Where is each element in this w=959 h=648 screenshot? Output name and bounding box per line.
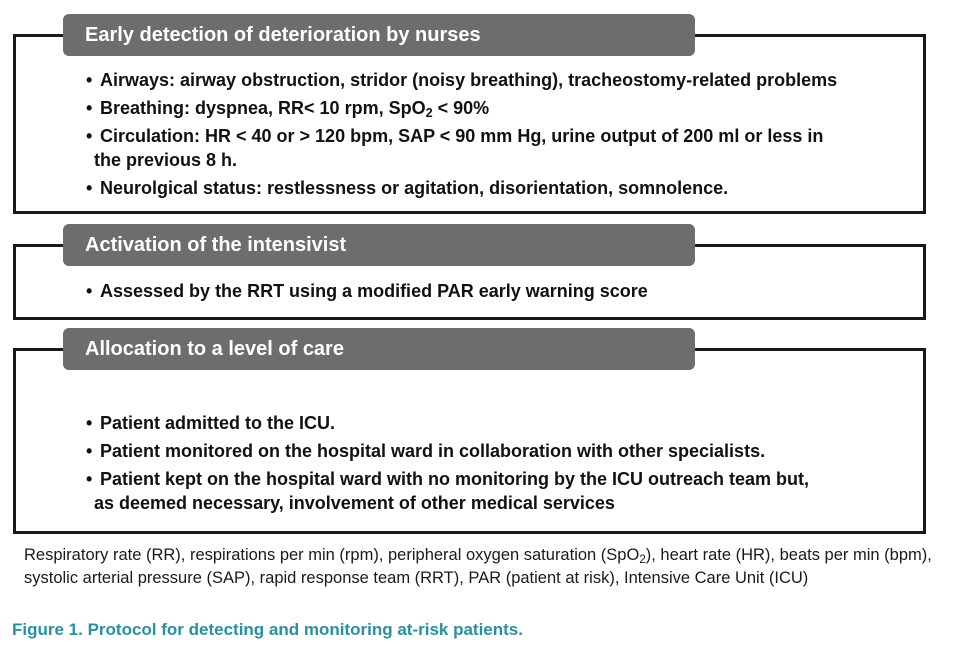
detection-list [86,68,906,204]
section-title: Early detection of deterioration by nurses [85,24,481,46]
list-item: • Neurolgical status: restlessness or agitation, disorientation, somnolence. [86,178,729,198]
section-title: Activation of the intensivist [85,234,347,256]
bullet: • [86,70,93,90]
list-item: • Breathing: dyspnea, RR< 10 rpm, SpO$_2$ < 90% [86,98,490,120]
list-item: • Assessed by the RRT using a modified PAR early warning score [86,281,648,301]
activation-list [86,279,906,307]
list-item: • Airways: airway obstruction, stridor (noisy breathing), tracheostomy-related problems [86,70,838,90]
bullet: • [86,98,93,118]
figure-title: Figure 1. Protocol for detecting and monitoring at-risk patients. [12,620,523,639]
bullet: • [86,281,93,301]
list-item: • Patient admitted to the ICU. [86,413,336,433]
allocation-list [86,411,906,519]
list-item: • Patient kept on the hospital ward with no monitoring by the ICU outreach team but, as deemed necessary, involvement of other medical services [86,469,810,513]
list-item: • Patient monitored on the hospital ward in collaboration with other specialists. [86,441,766,461]
abbreviations-legend: Respiratory rate (RR), respirations per min (rpm), peripheral oxygen saturation (SpO$_2$), heart rate (HR), beats per min (bpm), systolic arterial pressure (SAP), rapid response team (RRT), PAR (patient at risk), Intensive Care Unit (ICU) [24,546,932,587]
bullet: • [86,469,93,489]
section-header-allocation [63,328,695,370]
list-item: • Circulation: HR < 40 or > 120 bpm, SAP < 90 mm Hg, urine output of 200 ml or less in the previous 8 h. [86,126,824,170]
bullet: • [86,178,93,198]
bullet: • [86,441,93,461]
section-title: Allocation to a level of care [85,338,344,360]
bullet: • [86,126,93,146]
section-header-detection [63,14,695,56]
section-header-activation [63,224,695,266]
bullet: • [86,413,93,433]
